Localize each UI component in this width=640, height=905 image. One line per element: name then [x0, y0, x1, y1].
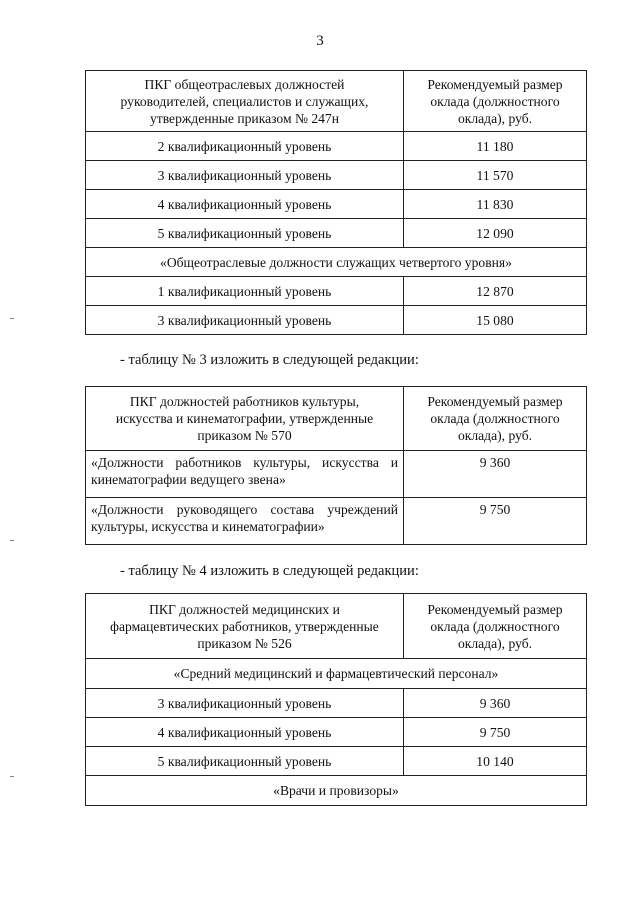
table-cell [86, 451, 404, 498]
table-cell: 11 830 [404, 190, 587, 219]
header-cell-salary [404, 594, 587, 659]
table-row [86, 718, 587, 747]
table-cell: 9 750 [404, 498, 587, 545]
table-row [86, 306, 587, 335]
table-row [86, 277, 587, 306]
table-cell: 3 квалификационный уровень [86, 689, 404, 718]
table-header-row [86, 594, 587, 659]
table-cell: 4 квалификационный уровень [86, 190, 404, 219]
cell-text-line: руководителей, специалистов и служащих, [120, 93, 369, 109]
table-cell: 10 140 [404, 747, 587, 776]
table-cell: 9 360 [404, 451, 587, 498]
cell-text-line: утвержденные приказом № 247н [149, 110, 339, 126]
table-cell: 5 квалификационный уровень [86, 747, 404, 776]
instruction-paragraph-table3: - таблицу № 3 изложить в следующей редакции: [120, 352, 419, 368]
table-cell: 3 квалификационный уровень [86, 161, 404, 190]
header-cell-salary [404, 71, 587, 132]
table-row [86, 498, 587, 545]
cell-text-line: оклада), руб. [457, 635, 533, 651]
table-row [86, 132, 587, 161]
table-cell: 12 090 [404, 219, 587, 248]
cell-text-line: фармацевтических работников, утвержденные [110, 618, 379, 634]
table-row [86, 219, 587, 248]
table-cell: 1 квалификационный уровень [86, 277, 404, 306]
table-cell: 15 080 [404, 306, 587, 335]
cell-text-line: «Должности руководящего состава учреждений [91, 502, 398, 517]
cell-text-line: оклада (должностного [430, 411, 560, 426]
cell-text-line: оклада (должностного [430, 93, 560, 109]
cell-text-line: приказом № 570 [197, 428, 292, 443]
table-row [86, 190, 587, 219]
cell-text-line: оклада), руб. [457, 110, 533, 126]
table-cell: 3 квалификационный уровень [86, 306, 404, 335]
cell-text-line: Рекомендуемый размер [427, 76, 563, 92]
table-cell: 9 360 [404, 689, 587, 718]
salary-table-culture [85, 386, 587, 545]
cell-text-line: Рекомендуемый размер [427, 394, 563, 409]
group-header-row [86, 776, 587, 806]
table-cell: 4 квалификационный уровень [86, 718, 404, 747]
cell-text-line: приказом № 526 [197, 635, 292, 651]
instruction-paragraph-table4: - таблицу № 4 изложить в следующей редакции: [120, 563, 419, 579]
margin-mark [10, 540, 14, 541]
salary-table-general [85, 70, 587, 335]
table-cell [86, 498, 404, 545]
table-row [86, 451, 587, 498]
group-header-row [86, 659, 587, 689]
table-header-row [86, 387, 587, 451]
table-cell: 2 квалификационный уровень [86, 132, 404, 161]
cell-text-line: кинематографии ведущего звена» [91, 472, 286, 487]
table-header-row [86, 71, 587, 132]
table-cell: 11 180 [404, 132, 587, 161]
cell-text-line: культуры, искусства и кинематографии» [91, 519, 325, 534]
page-number: 3 [316, 33, 324, 49]
table-cell: «Средний медицинский и фармацевтический персонал» [86, 659, 587, 689]
table-cell: «Общеотраслевые должности служащих четвертого уровня» [86, 248, 587, 277]
table-row [86, 747, 587, 776]
header-cell-pkg [86, 71, 404, 132]
margin-mark [10, 776, 14, 777]
cell-text-line: Рекомендуемый размер [427, 601, 563, 617]
group-header-row [86, 248, 587, 277]
margin-mark [10, 318, 14, 319]
table-cell: «Врачи и провизоры» [86, 776, 587, 806]
table-cell: 5 квалификационный уровень [86, 219, 404, 248]
table-cell: 12 870 [404, 277, 587, 306]
header-cell-pkg [86, 594, 404, 659]
cell-text-line: оклада), руб. [457, 428, 533, 443]
cell-text-line: «Должности работников культуры, искусства и [91, 455, 398, 470]
cell-text-line: ПКГ должностей работников культуры, [129, 394, 360, 409]
cell-text-line: ПКГ общеотраслевых должностей [144, 76, 345, 92]
table-row [86, 689, 587, 718]
table-cell: 9 750 [404, 718, 587, 747]
header-cell-salary [404, 387, 587, 451]
header-cell-pkg [86, 387, 404, 451]
cell-text-line: ПКГ должностей медицинских и [149, 601, 340, 617]
cell-text-line: искусства и кинематографии, утвержденные [115, 411, 374, 426]
table-row [86, 161, 587, 190]
table-cell: 11 570 [404, 161, 587, 190]
cell-text-line: оклада (должностного [430, 618, 560, 634]
salary-table-medical [85, 593, 587, 806]
